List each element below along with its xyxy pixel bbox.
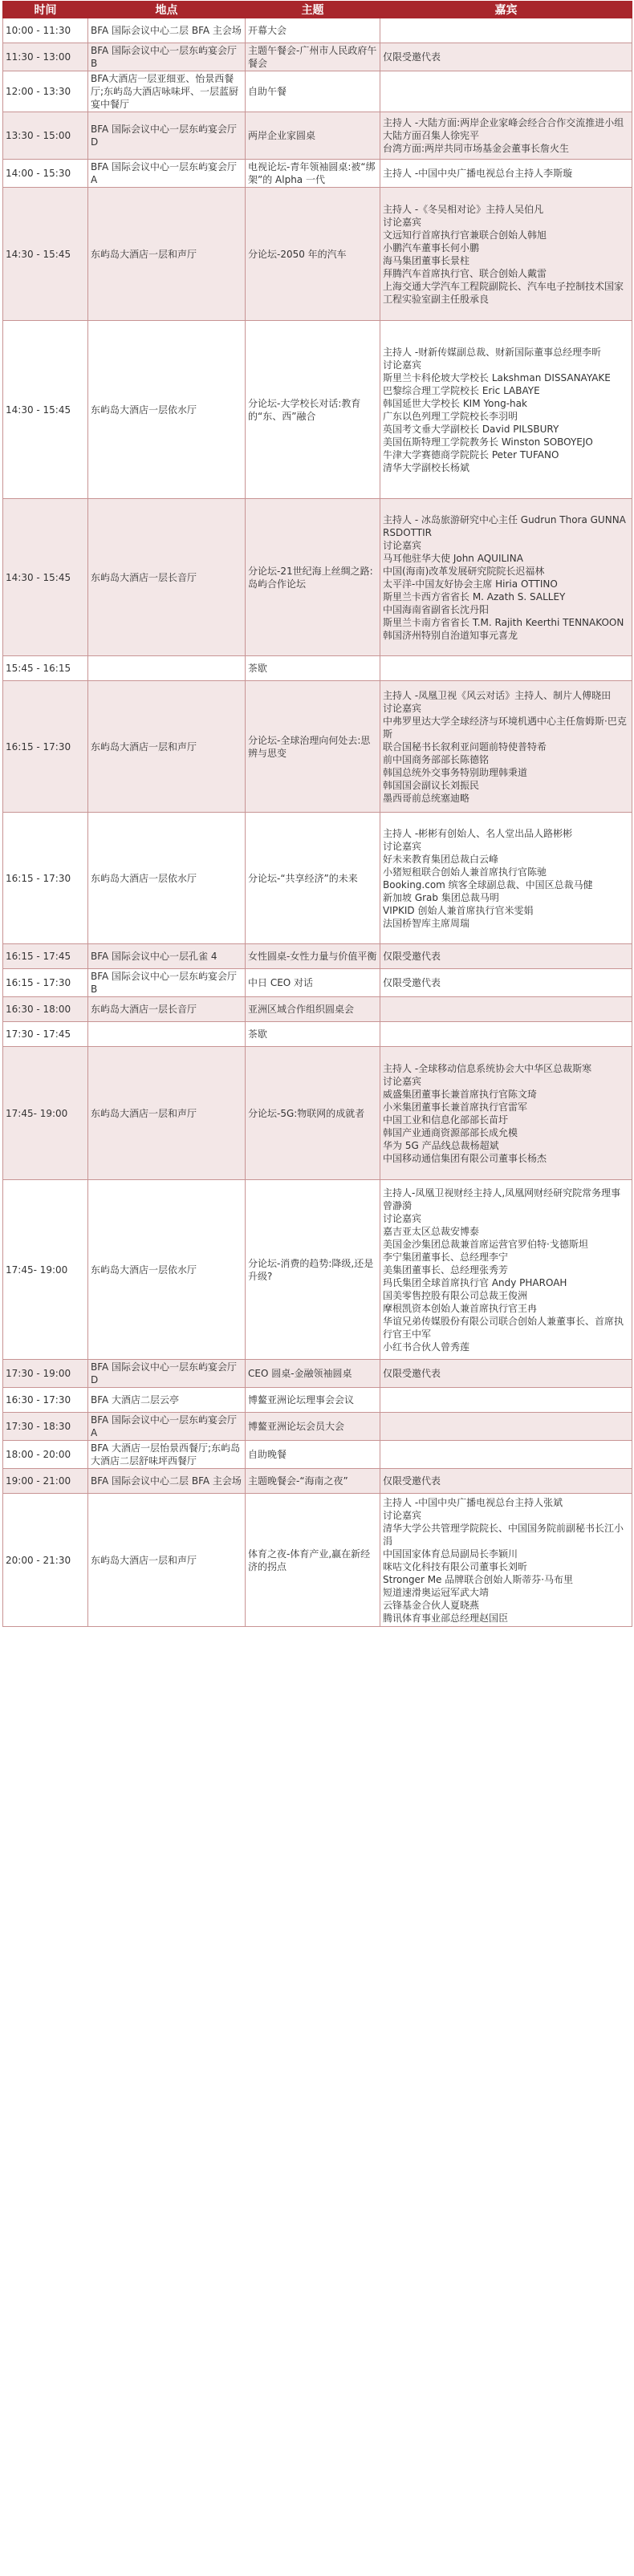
table-row xyxy=(3,1360,632,1388)
table-row xyxy=(3,321,632,499)
cell-venue: BFA 国际会议中心一层东屿宴会厅 D xyxy=(88,112,246,160)
cell-venue xyxy=(88,1022,246,1047)
cell-topic: 分论坛-2050 年的汽车 xyxy=(246,188,380,321)
table-header xyxy=(3,2,632,18)
cell-guests xyxy=(380,997,632,1022)
cell-time: 15:45 - 16:15 xyxy=(3,656,88,681)
header-row xyxy=(3,2,632,18)
cell-venue: 东屿岛大酒店一层依水厅 xyxy=(88,813,246,944)
cell-topic: 博鳌亚洲论坛理事会会议 xyxy=(246,1388,380,1413)
cell-guests: 主持人 -全球移动信息系统协会大中华区总裁斯寒 讨论嘉宾 威盛集团董事长兼首席执行官陈文琦 小米集团董事长兼首席执行官雷军 中国工业和信息化部部长苗圩 韩国产业通商资源部部长成允模 华为 5G 产品线总裁杨超斌 中国移动通信集团有限公司董事长杨杰 xyxy=(380,1047,632,1180)
table-row xyxy=(3,1388,632,1413)
cell-venue: BFA 国际会议中心一层东屿宴会厅 A xyxy=(88,160,246,188)
cell-guests xyxy=(380,1022,632,1047)
cell-topic: CEO 圆桌-金融领袖圆桌 xyxy=(246,1360,380,1388)
cell-topic: 中日 CEO 对话 xyxy=(246,969,380,997)
cell-time: 17:30 - 18:30 xyxy=(3,1413,88,1441)
cell-time: 19:00 - 21:00 xyxy=(3,1469,88,1494)
cell-time: 14:30 - 15:45 xyxy=(3,321,88,499)
cell-guests: 仅限受邀代表 xyxy=(380,1360,632,1388)
cell-guests: 仅限受邀代表 xyxy=(380,1469,632,1494)
table-row xyxy=(3,1494,632,1627)
cell-topic: 分论坛-“共享经济”的未来 xyxy=(246,813,380,944)
table-row xyxy=(3,499,632,656)
cell-guests xyxy=(380,1388,632,1413)
cell-time: 16:30 - 18:00 xyxy=(3,997,88,1022)
table-row xyxy=(3,43,632,71)
cell-time: 16:30 - 17:30 xyxy=(3,1388,88,1413)
cell-topic: 亚洲区域合作组织圆桌会 xyxy=(246,997,380,1022)
table-row xyxy=(3,969,632,997)
cell-time: 17:45- 19:00 xyxy=(3,1180,88,1360)
cell-venue: BFA 大酒店二层云亭 xyxy=(88,1388,246,1413)
cell-topic: 两岸企业家圆桌 xyxy=(246,112,380,160)
cell-venue: 东屿岛大酒店一层和声厅 xyxy=(88,188,246,321)
cell-time: 17:30 - 17:45 xyxy=(3,1022,88,1047)
cell-time: 18:00 - 20:00 xyxy=(3,1441,88,1469)
cell-guests: 主持人 -大陆方面:两岸企业家峰会经合合作交流推进小组大陆方面召集人徐宪平 台湾方面:两岸共同市场基金会董事长詹火生 xyxy=(380,112,632,160)
cell-guests: 主持人 -《冬吴相对论》主持人吴伯凡 讨论嘉宾 文远知行首席执行官兼联合创始人韩旭 小鹏汽车董事长何小鹏 海马集团董事长景柱 拜腾汽车首席执行官、联合创始人戴雷 上海交通大学汽车工程院副院长、汽车电子控制技术国家工程实验室副主任殷承良 xyxy=(380,188,632,321)
cell-time: 17:30 - 19:00 xyxy=(3,1360,88,1388)
cell-venue: BFA 大酒店一层怡景西餐厅;东屿岛大酒店二层舒味坪西餐厅 xyxy=(88,1441,246,1469)
cell-venue: BFA 国际会议中心一层东屿宴会厅 B xyxy=(88,43,246,71)
cell-guests: 主持人 -彬彬有创始人、名人堂出品人路彬彬 讨论嘉宾 好未来教育集团总裁白云峰 小猪短租联合创始人兼首席执行官陈驰 Booking.com 缤客全球副总裁、中国区总裁马健 新加坡 Grab 集团总裁马明 VIPKID 创始人兼首席执行官米雯娟 法国桥智库主席周瑞 xyxy=(380,813,632,944)
cell-guests: 仅限受邀代表 xyxy=(380,969,632,997)
table-row xyxy=(3,1441,632,1469)
cell-venue: 东屿岛大酒店一层依水厅 xyxy=(88,1180,246,1360)
table-row xyxy=(3,1180,632,1360)
cell-topic: 女性圆桌-女性力量与价值平衡 xyxy=(246,944,380,969)
cell-guests xyxy=(380,1441,632,1469)
table-row xyxy=(3,656,632,681)
cell-topic: 主题午餐会-广州市人民政府午餐会 xyxy=(246,43,380,71)
cell-guests: 主持人-凤凰卫视财经主持人,凤凰网财经研究院常务理事曾瀞漪 讨论嘉宾 嘉吉亚太区总裁安博泰 美国金沙集团总裁兼首席运营官罗伯特·戈德斯坦 李宁集团董事长、总经理李宁 美集团董事长、总经理张秀芳 玛氏集团全球首席执行官 Andy PHAROAH 国美零售控股有限公司总裁王俊洲 摩根凯资本创始人兼首席执行官王冉 华谊兄弟传媒股份有限公司联合创始人兼董事长、首席执行官王中军 小红书合伙人曾秀莲 xyxy=(380,1180,632,1360)
cell-topic: 体育之夜-体育产业,赢在新经济的拐点 xyxy=(246,1494,380,1627)
schedule-table xyxy=(2,1,632,1627)
cell-guests xyxy=(380,656,632,681)
table-row xyxy=(3,1047,632,1180)
cell-time: 16:15 - 17:30 xyxy=(3,813,88,944)
cell-venue: BFA 国际会议中心一层东屿宴会厅 A xyxy=(88,1413,246,1441)
cell-guests: 主持人 -中国中央广播电视总台主持人张斌 讨论嘉宾 清华大学公共管理学院院长、中国国务院前副秘书长江小涓 中国国家体育总局副局长李颖川 咪咕文化科技有限公司董事长刘昕 Stronger Me 品牌联合创始人斯蒂芬·马布里 短道速滑奥运冠军武大靖 云锋基金合伙人夏晓燕 腾讯体育事业部总经理赵国臣 xyxy=(380,1494,632,1627)
cell-time: 14:30 - 15:45 xyxy=(3,499,88,656)
cell-venue: BFA 国际会议中心一层东屿宴会厅 B xyxy=(88,969,246,997)
cell-venue: BFA大酒店一层亚细亚、怡景西餐厅;东屿岛大酒店咏味坪、一层蓝厨宴中餐厅 xyxy=(88,71,246,112)
cell-time: 16:15 - 17:30 xyxy=(3,681,88,813)
header-time: 时间 xyxy=(3,2,88,18)
table-row xyxy=(3,112,632,160)
table-row xyxy=(3,1469,632,1494)
cell-venue: BFA 国际会议中心一层孔雀 4 xyxy=(88,944,246,969)
cell-venue: 东屿岛大酒店一层长音厅 xyxy=(88,997,246,1022)
cell-venue: 东屿岛大酒店一层和声厅 xyxy=(88,1494,246,1627)
cell-time: 14:30 - 15:45 xyxy=(3,188,88,321)
cell-topic: 分论坛-5G:物联网的成就者 xyxy=(246,1047,380,1180)
table-row xyxy=(3,71,632,112)
table-row xyxy=(3,813,632,944)
cell-guests: 主持人 -凤凰卫视《风云对话》主持人、制片人傅晓田 讨论嘉宾 中弗罗里达大学全球经济与环境机遇中心主任詹姆斯·巴克斯 联合国秘书长叙利亚问题前特使普特希 前中国商务部部长陈德铭 韩国总统外交事务特别助理韩秉道 韩国国会副议长刘振民 墨西哥前总统塞迪略 xyxy=(380,681,632,813)
cell-guests: 主持人 -中国中央广播电视总台主持人李斯璇 xyxy=(380,160,632,188)
header-venue: 地点 xyxy=(88,2,246,18)
cell-time: 13:30 - 15:00 xyxy=(3,112,88,160)
cell-topic: 自助午餐 xyxy=(246,71,380,112)
cell-guests: 仅限受邀代表 xyxy=(380,944,632,969)
table-row xyxy=(3,681,632,813)
table-row xyxy=(3,944,632,969)
cell-time: 16:15 - 17:45 xyxy=(3,944,88,969)
cell-topic: 分论坛-21世纪海上丝绸之路:岛屿合作论坛 xyxy=(246,499,380,656)
table-row xyxy=(3,1413,632,1441)
table-row xyxy=(3,160,632,188)
cell-time: 16:15 - 17:30 xyxy=(3,969,88,997)
cell-topic: 博鳌亚洲论坛会员大会 xyxy=(246,1413,380,1441)
cell-venue: 东屿岛大酒店一层长音厅 xyxy=(88,499,246,656)
cell-venue: BFA 国际会议中心一层东屿宴会厅 D xyxy=(88,1360,246,1388)
cell-guests: 主持人 - 冰岛旅游研究中心主任 Gudrun Thora GUNNARSDOTTIR 讨论嘉宾 马耳他驻华大使 John AQUILINA 中国(海南)改革发展研究院院长迟福林 太平洋-中国友好协会主席 Hiria OTTINO 斯里兰卡西方省省长 M. Azath S. SALLEY 中国海南省副省长沈丹阳 斯里兰卡南方省省长 T.M. Rajith Keerthi TENNAKOON 韩国济州特别自治道知事元喜龙 xyxy=(380,499,632,656)
table-row xyxy=(3,1022,632,1047)
cell-time: 14:00 - 15:30 xyxy=(3,160,88,188)
cell-venue: 东屿岛大酒店一层依水厅 xyxy=(88,321,246,499)
cell-topic: 开幕大会 xyxy=(246,18,380,43)
cell-venue: BFA 国际会议中心二层 BFA 主会场 xyxy=(88,18,246,43)
cell-time: 10:00 - 11:30 xyxy=(3,18,88,43)
cell-topic: 分论坛-全球治理向何处去:思辨与思变 xyxy=(246,681,380,813)
cell-guests xyxy=(380,18,632,43)
cell-topic: 分论坛-消费的趋势:降级,还是升级? xyxy=(246,1180,380,1360)
cell-topic: 茶歇 xyxy=(246,656,380,681)
cell-guests: 仅限受邀代表 xyxy=(380,43,632,71)
cell-guests: 主持人 -财新传媒副总裁、财新国际董事总经理李昕 讨论嘉宾 斯里兰卡科伦坡大学校长 Lakshman DISSANAYAKE 巴黎综合理工学院校长 Eric LABAYE 韩国延世大学校长 KIM Yong-hak 广东以色列理工学院校长李羽明 英国考文垂大学副校长 David PILSBURY 美国伍斯特理工学院教务长 Winston SOBOYEJO 牛津大学赛德商学院院长 Peter TUFANO 清华大学副校长杨斌 xyxy=(380,321,632,499)
table-body xyxy=(3,18,632,1627)
header-guests: 嘉宾 xyxy=(380,2,632,18)
cell-topic: 主题晚餐会-“海南之夜” xyxy=(246,1469,380,1494)
cell-topic: 分论坛-大学校长对话:教育的“东、西”融合 xyxy=(246,321,380,499)
cell-venue: 东屿岛大酒店一层和声厅 xyxy=(88,681,246,813)
cell-topic: 自助晚餐 xyxy=(246,1441,380,1469)
cell-topic: 茶歇 xyxy=(246,1022,380,1047)
table-row xyxy=(3,997,632,1022)
cell-venue: BFA 国际会议中心二层 BFA 主会场 xyxy=(88,1469,246,1494)
header-topic: 主题 xyxy=(246,2,380,18)
table-row xyxy=(3,18,632,43)
cell-time: 17:45- 19:00 xyxy=(3,1047,88,1180)
table-row xyxy=(3,188,632,321)
cell-topic: 电视论坛-青年领袖圆桌:被“绑架”的 Alpha 一代 xyxy=(246,160,380,188)
cell-time: 12:00 - 13:30 xyxy=(3,71,88,112)
cell-guests xyxy=(380,1413,632,1441)
cell-guests xyxy=(380,71,632,112)
cell-time: 11:30 - 13:00 xyxy=(3,43,88,71)
cell-venue xyxy=(88,656,246,681)
cell-venue: 东屿岛大酒店一层和声厅 xyxy=(88,1047,246,1180)
cell-time: 20:00 - 21:30 xyxy=(3,1494,88,1627)
